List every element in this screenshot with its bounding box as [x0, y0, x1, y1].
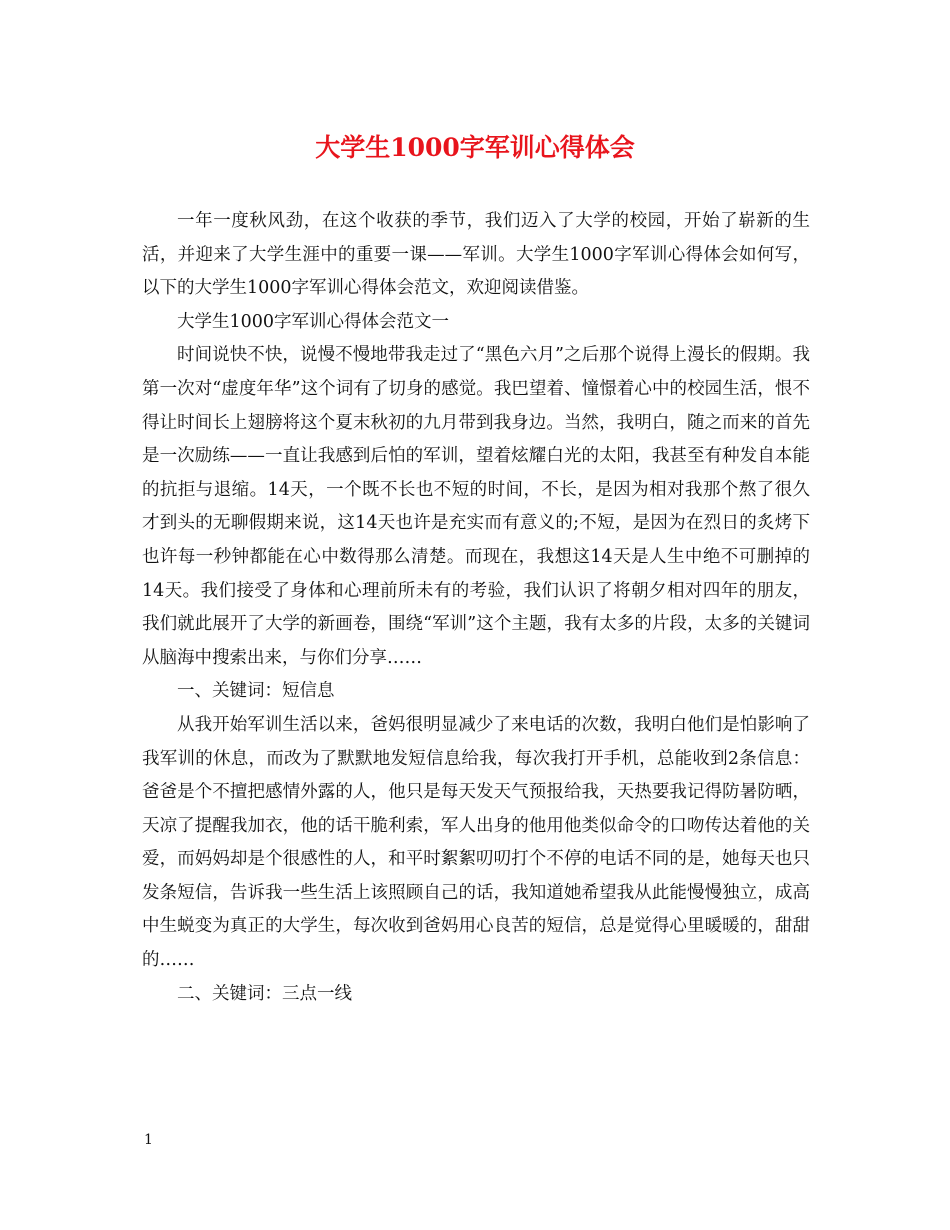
page-number: 1: [144, 1132, 153, 1148]
paragraph-keyword-2: 二、关键词：三点一线: [177, 983, 352, 1004]
paragraph-sample-heading: 大学生1000字军训心得体会范文一: [177, 311, 450, 332]
paragraph-sms: 从我开始军训生活以来，爸妈很明显减少了来电话的次数，我明白他们是怕影响了我军训的休息，而改为了默默地发短信息给我，每次我打开手机，总能收到2条信息：爸爸是个不擅把感情外露的人，他只是每天发天气预报给我，天热要我记得防暑防晒，天凉了提醒我加衣，他的话干脆利索，军人出身的他用他类似命令的口吻传达着他的关爱，而妈妈却是个很感性的人，和平时絮絮叨叨打个不停的电话不同的是，她每天也只发条短信，告诉我一些生活上该照顾自己的话，我知道她希望我从此能慢慢独立，成高中生蜕变为真正的大学生，每次收到爸妈用心良苦的短信，总是觉得心里暖暖的，甜甜的……: [142, 714, 810, 971]
document-body: [142, 205, 810, 1011]
document-title: 大学生1000字军训心得体会: [315, 133, 635, 162]
paragraph-keyword-1: 一、关键词：短信息: [177, 681, 335, 702]
paragraph-main: 时间说快不快，说慢不慢地带我走过了“黑色六月”之后那个说得上漫长的假期。我第一次对“虚度年华”这个词有了切身的感觉。我巴望着、憧憬着心中的校园生活，恨不得让时间长上翅膀将这个夏末秋初的九月带到我身边。当然，我明白，随之而来的首先是一次励练——一直让我感到后怕的军训，望着炫耀白光的太阳，我甚至有种发自本能的抗拒与退缩。14天，一个既不长也不短的时间，不长，是因为相对我那个熬了很久才到头的无聊假期来说，这14天也许是充实而有意义的;不短，是因为在烈日的炙烤下也许每一秒钟都能在心中数得那么清楚。而现在，我想这14天是人生中绝不可删掉的14天。我们接受了身体和心理前所未有的考验，我们认识了将朝夕相对四年的朋友，我们就此展开了大学的新画卷，围绕“军训”这个主题，我有太多的片段，太多的关键词从脑海中搜索出来，与你们分享……: [142, 345, 810, 668]
paragraph-intro: 一年一度秋风劲，在这个收获的季节，我们迈入了大学的校园，开始了崭新的生活，并迎来了大学生涯中的重要一课——军训。大学生1000字军训心得体会如何写，以下的大学生1000字军训心得体会范文，欢迎阅读借鉴。: [142, 211, 810, 299]
